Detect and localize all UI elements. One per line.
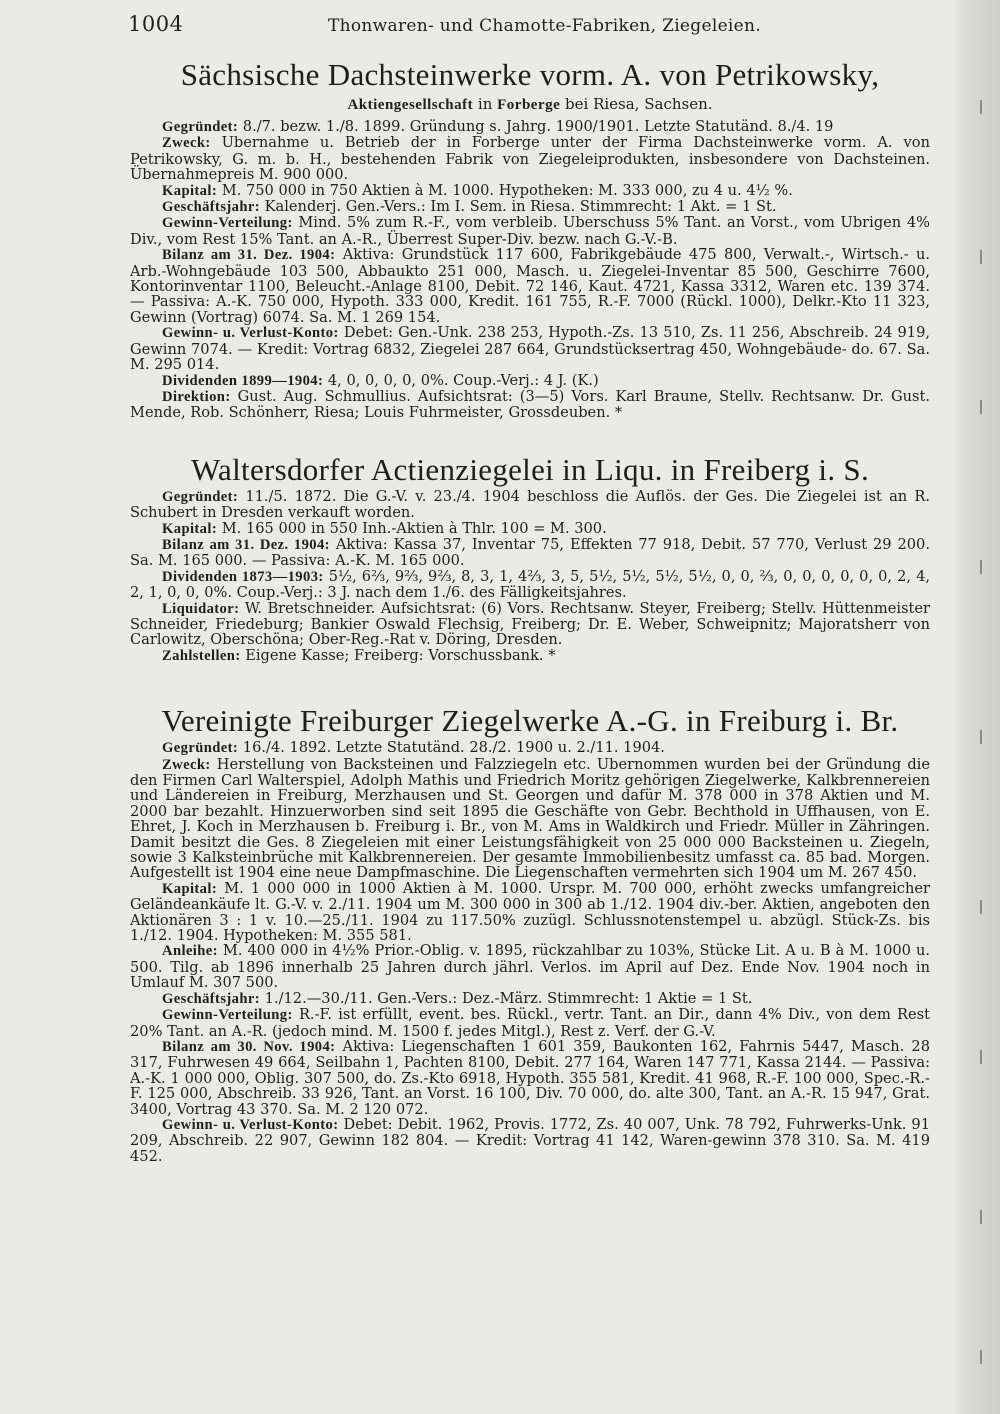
field-label: Bilanz am 31. Dez. 1904: [162, 247, 336, 264]
gutter-mark [980, 900, 982, 914]
entry-paragraph [130, 601, 930, 648]
company-legal-form: Aktiengesellschaft [347, 97, 474, 113]
field-label: Geschäftsjahr: [162, 199, 261, 216]
gutter-mark [980, 1050, 982, 1064]
entry-paragraph [130, 135, 930, 182]
field-text: M. 750 000 in 750 Aktien à M. 1000. Hypotheken: M. 333 000, zu 4 u. 4½ %. [217, 182, 793, 199]
field-label: Direktion: [162, 388, 231, 405]
gutter-mark [980, 730, 982, 744]
field-text: 1./12.—30./11. Gen.-Vers.: Dez.-März. Stimmrecht: 1 Aktie = 1 St. [260, 990, 753, 1007]
page-content [130, 56, 930, 1164]
field-text: Aktiva: Grundstück 117 600, Fabrikgebäude 475 800, Verwalt.-, Wirtsch.- u. Arb.-Wohngebäude 103 500, Abbaukto 251 000, Masch. u. Ziegelei-Inventar 85 500, Geschirre 7600, Kontorinventar 1100, Beleucht.-Anlage 8100, Debit. 72 146, Kaut. 4721, Kassa 3312, Waren etc. 139 374. — Passiva: A.-K. 750 000, Hypoth. 333 000, Kredit. 161 755, R.-F. 7000 (Rückl. 1000), Delkr.-Kto 11 323, Gewinn (Vortrag) 6074. Sa. M. 1 269 154. [130, 247, 930, 326]
field-label: Kapital: [162, 182, 218, 199]
entry-paragraph [130, 648, 930, 664]
field-text: 5½, 6⅔, 9⅔, 9⅔, 8, 3, 1, 4⅔, 3, 5, 5½, 5½, 5½, 5½, 0, 0, ⅔, 0, 0, 0, 0, 0, 0, 2, 4, 2, 1, 0, 0, 0%. Coup.-Verj.: 3 J. nach dem 1./6. des Fälligkeitsjahres. [130, 568, 930, 601]
field-text: Aktiva: Liegenschaften 1 601 359, Baukonten 162, Fahrnis 5447, Masch. 28 317, Fuhrwesen 49 664, Seilbahn 1, Pachten 8100, Debit. 277 164, Waren 147 771, Kassa 2144. — Passiva: A.-K. 1 000 000, Oblig. 307 500, do. Zs.-Kto 6918, Hypoth. 355 581, Kredit. 41 968, R.-F. 100 000, Spec.-R.-F. 125 000, Abschreib. 33 926, Tant. an Vorst. 16 100, Div. 70 000, do. alte 300, Tant. an A.-R. 15 947, Grat. 3400, Vortrag 43 370. Sa. M. 2 120 072. [130, 1038, 930, 1117]
entry-body [130, 740, 930, 1164]
company-subtitle [130, 94, 930, 115]
field-text: W. Bretschneider. Aufsichtsrat: (6) Vors. Rechtsanw. Steyer, Freiberg; Stellv. Hüttenmeister Schneider, Friedeburg; Bankier Oswald Flechsig, Freiberg; Dr. E. Weber, Schweipnitz; Majoratsherr von Carlowitz, Oberschöna; Ober-Reg.-Rat v. Döring, Dresden. [130, 600, 930, 648]
gutter-mark [980, 560, 982, 574]
field-label: Liquidator: [162, 600, 240, 617]
field-label: Gewinn-Verteilung: [162, 1007, 293, 1024]
field-label: Bilanz am 31. Dez. 1904: [162, 536, 330, 553]
page-gutter [956, 0, 1000, 1414]
entry-paragraph [130, 183, 930, 199]
subtitle-rest: bei Riesa, Sachsen. [560, 95, 713, 113]
page-header [128, 12, 928, 40]
entry-paragraph [130, 489, 930, 521]
page-number: 1004 [128, 12, 184, 36]
field-label: Zweck: [162, 135, 211, 152]
entry-paragraph [130, 943, 930, 990]
subtitle-connector: in [473, 95, 498, 113]
entry-paragraph [130, 1039, 930, 1117]
field-label: Kapital: [162, 520, 218, 537]
entry-paragraph [130, 119, 930, 135]
entry-paragraph [130, 1007, 930, 1039]
field-text: M. 1 000 000 in 1000 Aktien à M. 1000. Urspr. M. 700 000, erhöht zwecks umfangreicher Geländeankäufe lt. G.-V. v. 2./11. 1904 um M. 300 000 in 300 ab 1./12. 1904 div.-ber. Aktien, angeboten den Aktionären 3 : 1 v. 10.—25./11. 1904 zu 117.50% zuzügl. Schlussnotenstempel u. abzügl. Stück-Zs. bis 1./12. 1904. Hypotheken: M. 355 581. [130, 880, 930, 944]
company-entry [130, 451, 930, 664]
field-label: Bilanz am 30. Nov. 1904: [162, 1038, 336, 1055]
field-text: Übernahme u. Betrieb der in Forberge unter der Firma Dachsteinwerke vorm. A. von Petrikowsky, G. m. b. H., bestehenden Fabrik von Ziegeleiprodukten, insbesondere von Dachsteinen. Übernahmepreis M. 900 000. [130, 135, 930, 183]
field-text: R.-F. ist erfüllt, event. bes. Rückl., vertr. Tant. an Dir., dann 4% Div., von dem Rest 20% Tant. an A.-R. (jedoch mind. M. 1500 f. jedes Mitgl.), Rest z. Verf. der G.-V. [130, 1007, 930, 1039]
gutter-mark [980, 1350, 982, 1364]
field-label: Gewinn- u. Verlust-Konto: [162, 1116, 339, 1133]
entry-paragraph [130, 569, 930, 601]
entry-paragraph [130, 199, 930, 215]
field-text: Herstellung von Backsteinen und Falzziegeln etc. Übernommen wurden bei der Gründung die den Firmen Carl Walterspiel, Adolph Mathis und Friedrich Moritz gehörigen Ziegelwerke, Kalkbrennereien und Ländereien in Freiburg, Merzhausen und St. Georgen und dafür M. 378 000 in 378 Aktien und M. 2000 bar bezahlt. Hinzuerworben sind seit 1895 die Geschäfte von Gebr. Bechthold in Uffhausen, von E. Ehret, J. Koch in Merzhausen b. Freiburg i. Br., von M. Ams in Waldkirch und Friedr. Müller in Zähringen. Damit besitzt die Ges. 8 Ziegeleien mit einer Leistungsfähigkeit von 25 000 000 Backsteinen u. Ziegeln, sowie 3 Kalksteinbrüche mit Kalkbrennereien. Der gesamte Immobilienbesitz umfasst ca. 85 bad. Morgen. Aufgestellt ist 1904 eine neue Dampfmaschine. Die Liegenschaften vermehrten sich 1904 um M. 267 450. [130, 756, 930, 881]
field-label: Gegründet: [162, 740, 239, 757]
entry-paragraph [130, 325, 930, 372]
field-text: Mind. 5% zum R.-F., vom verbleib. Überschuss 5% Tant. an Vorst., vom Übrigen 4% Div., vom Rest 15% Tant. an A.-R., Überrest Super-Div. bezw. nach G.-V.-B. [130, 215, 930, 248]
entry-paragraph [130, 215, 930, 247]
field-label: Dividenden 1873—1903: [162, 568, 324, 585]
gutter-marks [974, 40, 992, 1380]
section-spacer [130, 664, 930, 702]
field-text: 16./4. 1892. Letzte Statutänd. 28./2. 1900 u. 2./11. 1904. [238, 740, 665, 757]
entry-paragraph [130, 757, 930, 881]
entry-paragraph [130, 1117, 930, 1164]
entry-paragraph [130, 881, 930, 944]
field-text: M. 400 000 in 4½% Prior.-Oblig. v. 1895, rückzahlbar zu 103%, Stücke Lit. A u. B à M. 1000 u. 500. Tilg. ab 1896 innerhalb 25 Jahren durch jährl. Verlos. im April auf Dez. Ende Nov. 1904 noch in Umlauf M. 307 500. [130, 943, 930, 991]
entry-paragraph [130, 373, 930, 389]
field-text: Aktiva: Kassa 37, Inventar 75, Effekten 77 918, Debit. 57 770, Verlust 29 200. Sa. M. 165 000. — Passiva: A.-K. M. 165 000. [130, 536, 930, 569]
company-entry [130, 702, 930, 1164]
field-label: Kapital: [162, 880, 218, 897]
field-text: 4, 0, 0, 0, 0, 0%. Coup.-Verj.: 4 J. (K.) [323, 372, 599, 389]
field-text: Kalenderj. Gen.-Vers.: Im I. Sem. in Riesa. Stimmrecht: 1 Akt. = 1 St. [260, 199, 777, 216]
entry-body [130, 119, 930, 421]
field-label: Geschäftsjahr: [162, 990, 261, 1007]
gutter-mark [980, 250, 982, 264]
field-text: 11./5. 1872. Die G.-V. v. 23./4. 1904 beschloss die Auflös. der Ges. Die Ziegelei ist an R. Schubert in Dresden verkauft worden. [130, 488, 930, 521]
company-entry [130, 56, 930, 421]
field-label: Zahlstellen: [162, 647, 241, 664]
company-name: Waltersdorfer Actienziegelei in Liqu. in Freiberg i. S. [190, 451, 870, 487]
field-label: Gegründet: [162, 119, 239, 135]
gutter-mark [980, 400, 982, 414]
field-text: Gust. Aug. Schmullius. Aufsichtsrat: (3—5) Vors. Karl Braune, Stellv. Rechtsanw. Dr. Gust. Mende, Rob. Schönherr, Riesa; Louis Fuhrmeister, Grossdeuben. * [130, 388, 930, 421]
field-text: Eigene Kasse; Freiberg: Vorschussbank. * [240, 647, 556, 664]
field-label: Gewinn-Verteilung: [162, 215, 293, 232]
field-label: Dividenden 1899—1904: [162, 372, 324, 389]
field-text: 8./7. bezw. 1./8. 1899. Gründung s. Jahrg. 1900/1901. Letzte Statutänd. 8./4. 19 [238, 119, 834, 135]
field-label: Gewinn- u. Verlust-Konto: [162, 325, 339, 342]
field-text: M. 165 000 in 550 Inh.-Aktien à Thlr. 100 = M. 300. [217, 520, 607, 537]
field-label: Anleihe: [162, 943, 218, 960]
field-label: Zweck: [162, 756, 211, 773]
company-name: Vereinigte Freiburger Ziegelwerke A.-G. in Freiburg i. Br. [161, 703, 899, 739]
field-text: Debet: Gen.-Unk. 238 253, Hypoth.-Zs. 13 510, Zs. 11 256, Abschreib. 24 919, Gewinn 7074. — Kredit: Vortrag 6832, Ziegelei 287 664, Grundstücksertrag 450, Wohngebäude- do. 67. Sa. M. 295 014. [130, 325, 930, 373]
entry-paragraph [130, 521, 930, 537]
entry-paragraph [130, 740, 930, 756]
field-label: Gegründet: [162, 488, 239, 505]
entry-paragraph [130, 991, 930, 1007]
field-text: Debet: Debit. 1962, Provis. 1772, Zs. 40 007, Unk. 78 792, Fuhrwerks-Unk. 91 209, Abschreib. 22 907, Gewinn 182 804. — Kredit: Vortrag 41 142, Waren-gewinn 378 310. Sa. M. 419 452. [130, 1116, 930, 1165]
entry-paragraph [130, 537, 930, 569]
entry-body [130, 489, 930, 664]
section-spacer [130, 421, 930, 451]
running-title: Thonwaren- und Chamotte-Fabriken, Ziegeleien. [328, 16, 761, 36]
entry-paragraph [130, 247, 930, 325]
company-location: Forberge [497, 97, 561, 113]
entry-paragraph [130, 389, 930, 421]
gutter-mark [980, 1210, 982, 1224]
company-name: Sächsische Dachsteinwerke vorm. A. von Petrikowsky, [180, 57, 880, 92]
gutter-mark [980, 100, 982, 114]
